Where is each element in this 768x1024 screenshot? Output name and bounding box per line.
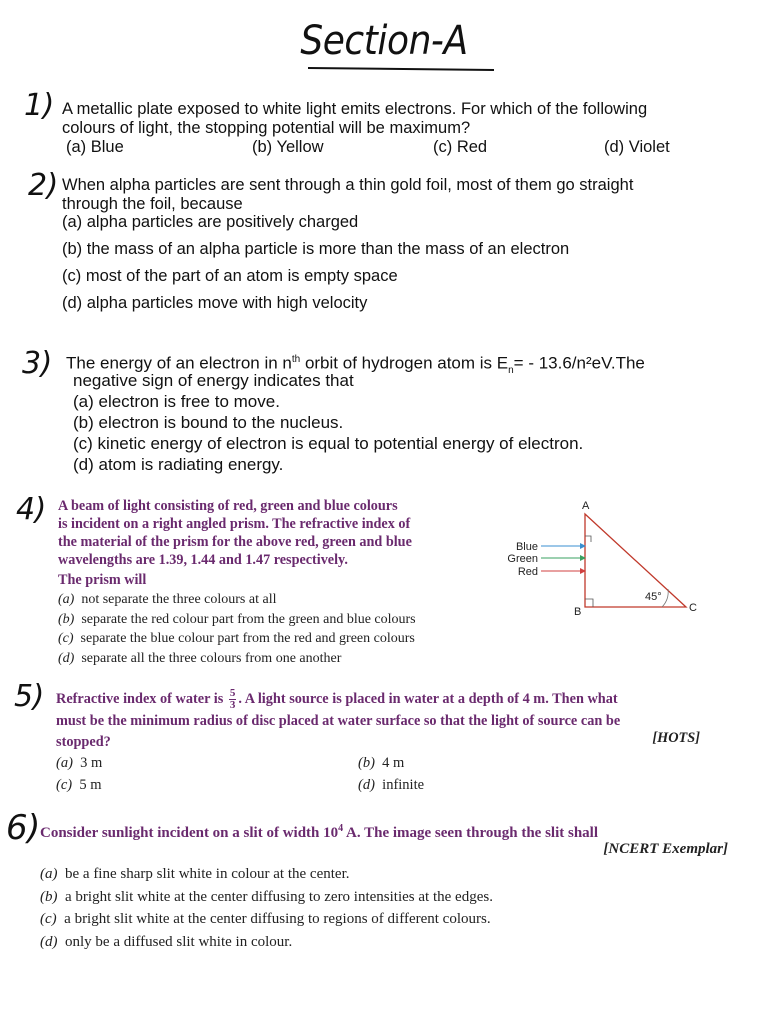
q4-options xyxy=(58,590,518,668)
question-1 xyxy=(62,100,722,138)
q5-stem-line2: must be the minimum radius of disc placed at water surface so that the light of source can be xyxy=(56,713,621,729)
vertex-c-label: C xyxy=(689,602,697,614)
q5-option-c[interactable] xyxy=(56,774,102,796)
q4-option-b[interactable] xyxy=(58,610,518,630)
q3-stem-line2: negative sign of energy indicates that xyxy=(73,371,354,390)
q3-option-c[interactable]: (c) kinetic energy of electron is equal to potential energy of electron. xyxy=(73,434,584,453)
q3-option-b[interactable]: (b) electron is bound to the nucleus. xyxy=(73,413,344,432)
q5-option-b-label: (b) xyxy=(358,755,375,771)
q3-option-d[interactable]: (d) atom is radiating energy. xyxy=(73,455,284,474)
q4-option-c-text: separate the blue colour part from the red and green colours xyxy=(80,631,415,646)
right-angle-mark-a xyxy=(585,536,591,542)
q5-stem xyxy=(56,688,706,752)
q5-stem-line1 xyxy=(56,688,706,711)
q3-stem-mid: orbit of hydrogen atom is E xyxy=(300,353,509,373)
prism-triangle xyxy=(585,514,686,607)
prism-diagram xyxy=(500,496,710,622)
q4-option-c-label: (c) xyxy=(58,631,74,646)
q6-option-a[interactable] xyxy=(40,863,720,886)
q6-option-c-text: a bright slit white at the center diffusing to regions of different colours. xyxy=(64,911,491,927)
q5-fraction xyxy=(229,688,237,711)
q4-option-b-label: (b) xyxy=(58,611,75,627)
q6-stem xyxy=(40,819,720,843)
q6-stem-sup: 4 xyxy=(338,823,344,834)
q4-option-d-text: separate all the three colours from one another xyxy=(81,650,342,666)
right-angle-mark-b xyxy=(585,599,593,607)
q4-option-a-label: (a) xyxy=(58,592,75,607)
q1-option-b[interactable]: (b) Yellow xyxy=(252,138,324,156)
q6-option-a-label: (a) xyxy=(40,866,58,882)
q1-option-a[interactable]: (a) Blue xyxy=(66,138,124,156)
q5-options xyxy=(56,752,476,796)
ray-label-blue: Blue xyxy=(515,541,538,553)
q2-option-b[interactable]: (b) the mass of an alpha particle is more than the mass of an electron xyxy=(62,240,570,258)
q3-option-a[interactable]: (a) electron is free to move. xyxy=(73,392,280,411)
q6-option-d[interactable] xyxy=(40,931,720,954)
q4-stem-last: The prism will xyxy=(58,572,147,588)
q5-option-d[interactable] xyxy=(358,774,424,796)
q6-option-c[interactable] xyxy=(40,908,720,931)
q2-option-d[interactable]: (d) alpha particles move with high velocity xyxy=(62,294,368,312)
ray-label-green: Green xyxy=(507,553,538,565)
q5-frac-num: 5 xyxy=(229,687,236,699)
question-2 xyxy=(62,176,722,214)
q2-option-c[interactable]: (c) most of the part of an atom is empty space xyxy=(62,267,398,285)
q2-option-a[interactable]: (a) alpha particles are positively charged xyxy=(62,213,359,231)
q4-stem-line3: the material of the prism for the above red, green and blue xyxy=(58,534,412,550)
q5-option-b[interactable] xyxy=(358,752,404,774)
q4-option-c[interactable] xyxy=(58,629,518,649)
q6-option-d-text: only be a diffused slit white in colour. xyxy=(65,933,293,950)
question-4-number: 4) xyxy=(16,492,46,527)
q2-stem-line2: through the foil, because xyxy=(62,195,243,213)
q5-frac-den: 3 xyxy=(229,699,236,711)
angle-arc xyxy=(662,589,668,607)
section-title: Section-A xyxy=(300,18,468,64)
q5-option-a[interactable] xyxy=(56,752,102,774)
q4-option-b-text: separate the red colour part from the green and blue colours xyxy=(81,611,416,627)
q5-option-d-text: infinite xyxy=(382,777,425,793)
q5-option-b-text: 4 m xyxy=(382,755,405,771)
q6-options xyxy=(40,863,720,953)
q6-option-d-label: (d) xyxy=(40,933,58,950)
q5-stem-pre: Refractive index of water is xyxy=(56,690,224,707)
q6-ncert-tag: [NCERT Exemplar] xyxy=(603,841,728,857)
q1-stem-line2: colours of light, the stopping potential will be maximum? xyxy=(62,119,471,137)
q4-option-a-text: not separate the three colours at all xyxy=(81,592,277,607)
q3-stem-post: = - 13.6/n²eV.The xyxy=(513,353,645,373)
q6-stem-pre: Consider sunlight incident on a slit of width 10 xyxy=(40,825,339,841)
q4-option-d-label: (d) xyxy=(58,650,75,666)
q6-option-a-text: be a fine sharp slit white in colour at the center. xyxy=(65,866,350,882)
q3-stem-sup: th xyxy=(291,354,301,365)
q6-option-b[interactable] xyxy=(40,886,720,909)
q4-option-d[interactable] xyxy=(58,649,518,669)
q5-stem-post: . A light source is placed in water at a depth of 4 m. Then what xyxy=(238,690,618,707)
q2-stem-line1: When alpha particles are sent through a thin gold foil, most of them go straight xyxy=(62,176,634,194)
question-1-number: 1) xyxy=(24,88,54,123)
q4-stem xyxy=(58,497,494,589)
angle-label: 45° xyxy=(645,591,662,603)
q4-stem-line2: is incident on a right angled prism. The refractive index of xyxy=(58,516,411,532)
q3-stem-pre: The energy of an electron in n xyxy=(66,353,292,373)
q4-option-a[interactable] xyxy=(58,590,518,610)
q5-option-a-label: (a) xyxy=(56,755,73,771)
question-2-number: 2) xyxy=(28,168,58,203)
title-underline xyxy=(308,67,494,71)
question-3-number: 3) xyxy=(22,346,52,381)
question-5-number: 5) xyxy=(14,679,44,714)
q6-option-b-label: (b) xyxy=(40,888,58,905)
q6-stem-post: A. The image seen through the slit shall xyxy=(343,825,599,841)
q6-option-b-text: a bright slit white at the center diffusing to zero intensities at the edges. xyxy=(65,888,493,905)
vertex-b-label: B xyxy=(574,606,582,618)
q5-hots-tag: [HOTS] xyxy=(652,730,700,746)
q1-stem-line1: A metallic plate exposed to white light emits electrons. For which of the following xyxy=(62,100,648,118)
q1-option-c[interactable]: (c) Red xyxy=(433,138,488,156)
q5-stem-line3: stopped? xyxy=(56,733,111,750)
q6-option-c-label: (c) xyxy=(40,911,57,927)
question-6-number: 6) xyxy=(6,808,40,848)
q4-stem-line1: A beam of light consisting of red, green and blue colours xyxy=(58,498,398,514)
q1-options xyxy=(66,138,726,158)
q5-option-c-label: (c) xyxy=(56,777,73,793)
q5-option-d-label: (d) xyxy=(358,777,375,793)
incident-rays xyxy=(507,541,586,578)
ray-label-red: Red xyxy=(517,566,538,578)
q5-option-c-text: 5 m xyxy=(79,777,102,793)
q5-option-a-text: 3 m xyxy=(80,755,103,771)
q4-stem-line4: wavelengths are 1.39, 1.44 and 1.47 respectively. xyxy=(58,552,348,568)
q3-stem-sub: n xyxy=(508,365,514,377)
q1-option-d[interactable]: (d) Violet xyxy=(604,138,670,156)
vertex-a-label: A xyxy=(582,500,590,512)
